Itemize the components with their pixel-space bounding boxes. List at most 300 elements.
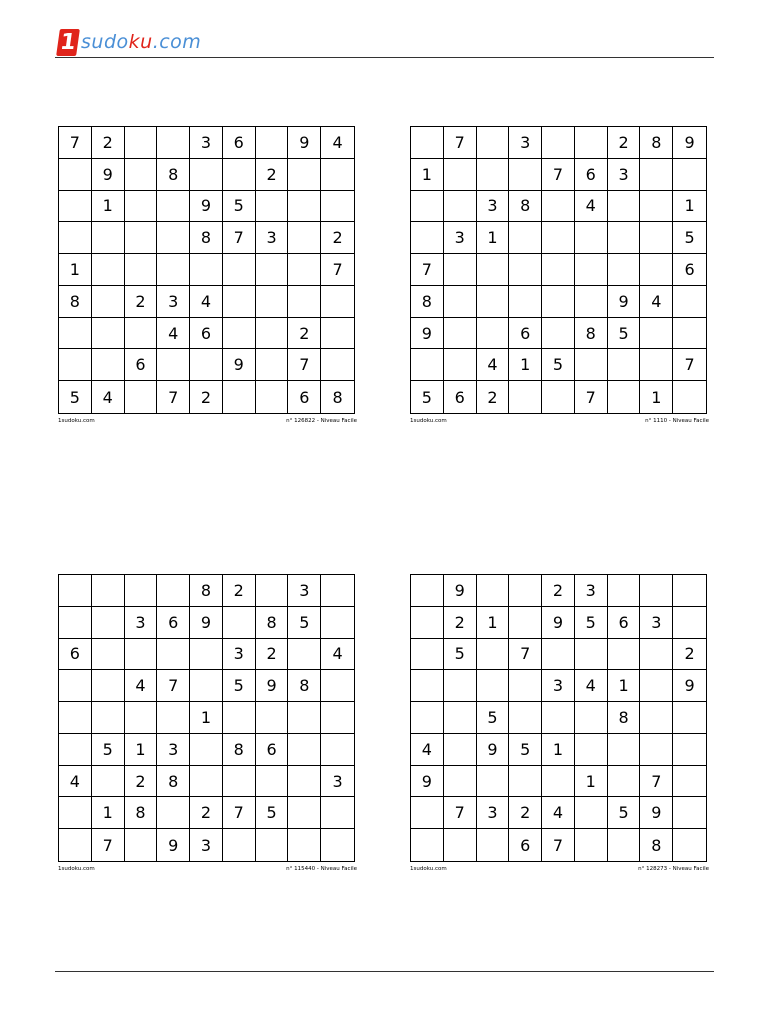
sudoku-cell: 9 [477, 734, 510, 766]
sudoku-cell [411, 702, 444, 734]
sudoku-cell: 9 [190, 191, 223, 223]
sudoku-cell [59, 159, 92, 191]
sudoku-cell: 8 [190, 575, 223, 607]
sudoku-cell [444, 286, 477, 318]
sudoku-cell: 6 [575, 159, 608, 191]
sudoku-cell [608, 639, 641, 671]
sudoku-cell: 9 [411, 318, 444, 350]
sudoku-cell: 5 [509, 734, 542, 766]
sudoku-cell: 9 [190, 607, 223, 639]
sudoku-cell [125, 318, 158, 350]
puzzle-number-level: n° 115440 - Niveau Facile [286, 866, 357, 872]
sudoku-cell: 7 [444, 797, 477, 829]
sudoku-cell: 7 [59, 127, 92, 159]
sudoku-cell [542, 222, 575, 254]
sudoku-cell [321, 159, 354, 191]
sudoku-cell [59, 829, 92, 861]
sudoku-cell: 8 [157, 766, 190, 798]
sudoku-cell [542, 639, 575, 671]
sudoku-cell [477, 127, 510, 159]
sudoku-cell [256, 575, 289, 607]
sudoku-cell [288, 639, 321, 671]
sudoku-cell: 2 [608, 127, 641, 159]
sudoku-cell [542, 702, 575, 734]
sudoku-cell [673, 159, 706, 191]
footer-divider [55, 971, 714, 972]
sudoku-cell [575, 286, 608, 318]
sudoku-cell: 4 [575, 191, 608, 223]
sudoku-cell [190, 639, 223, 671]
sudoku-cell: 8 [608, 702, 641, 734]
sudoku-cell [477, 575, 510, 607]
sudoku-cell [157, 254, 190, 286]
sudoku-cell [190, 734, 223, 766]
sudoku-cell [640, 191, 673, 223]
sudoku-cell [321, 702, 354, 734]
sudoku-cell: 6 [509, 318, 542, 350]
sudoku-cell [640, 254, 673, 286]
sudoku-cell [92, 349, 125, 381]
sudoku-cell [59, 734, 92, 766]
sudoku-cell: 8 [59, 286, 92, 318]
sudoku-cell: 6 [190, 318, 223, 350]
sudoku-cell [640, 702, 673, 734]
sudoku-cell: 7 [157, 381, 190, 413]
sudoku-cell [256, 191, 289, 223]
sudoku-cell [444, 702, 477, 734]
sudoku-cell [673, 734, 706, 766]
sudoku-cell [321, 318, 354, 350]
sudoku-cell [575, 797, 608, 829]
sudoku-cell: 8 [411, 286, 444, 318]
sudoku-cell: 1 [575, 766, 608, 798]
sudoku-cell: 2 [92, 127, 125, 159]
sudoku-cell [125, 191, 158, 223]
sudoku-cell [673, 702, 706, 734]
puzzle-number-level: n° 128273 - Niveau Facile [638, 866, 709, 872]
sudoku-cell [321, 349, 354, 381]
sudoku-puzzle [58, 574, 358, 872]
sudoku-cell: 7 [640, 766, 673, 798]
sudoku-cell [640, 222, 673, 254]
sudoku-cell: 9 [673, 127, 706, 159]
sudoku-cell [157, 222, 190, 254]
sudoku-cell [640, 575, 673, 607]
sudoku-cell: 1 [542, 734, 575, 766]
sudoku-cell: 6 [444, 381, 477, 413]
sudoku-cell [673, 607, 706, 639]
sudoku-cell [125, 127, 158, 159]
sudoku-cell [477, 670, 510, 702]
sudoku-puzzle [58, 126, 358, 424]
logo-text-part3: .com [152, 31, 202, 53]
sudoku-cell: 3 [157, 286, 190, 318]
sudoku-cell: 5 [575, 607, 608, 639]
sudoku-cell [223, 254, 256, 286]
sudoku-cell: 7 [444, 127, 477, 159]
sudoku-cell: 4 [542, 797, 575, 829]
sudoku-cell [125, 639, 158, 671]
puzzle-site: 1sudoku.com [410, 866, 447, 872]
sudoku-cell [542, 254, 575, 286]
sudoku-cell [321, 286, 354, 318]
sudoku-cell: 7 [223, 797, 256, 829]
sudoku-cell: 3 [575, 575, 608, 607]
sudoku-cell: 5 [256, 797, 289, 829]
sudoku-cell [321, 191, 354, 223]
sudoku-cell [92, 607, 125, 639]
sudoku-cell: 9 [411, 766, 444, 798]
sudoku-cell: 5 [223, 191, 256, 223]
sudoku-cell [157, 191, 190, 223]
sudoku-cell: 6 [223, 127, 256, 159]
sudoku-cell: 5 [223, 670, 256, 702]
sudoku-cell [673, 766, 706, 798]
sudoku-cell: 2 [444, 607, 477, 639]
sudoku-cell [640, 639, 673, 671]
sudoku-cell [288, 797, 321, 829]
sudoku-cell [542, 191, 575, 223]
sudoku-cell: 2 [288, 318, 321, 350]
sudoku-cell [288, 829, 321, 861]
sudoku-cell: 9 [444, 575, 477, 607]
sudoku-cell: 3 [190, 829, 223, 861]
sudoku-cell: 5 [59, 381, 92, 413]
sudoku-cell: 3 [288, 575, 321, 607]
sudoku-cell [125, 254, 158, 286]
puzzle-caption [58, 418, 357, 424]
sudoku-cell [125, 575, 158, 607]
sudoku-cell: 1 [190, 702, 223, 734]
sudoku-cell: 9 [288, 127, 321, 159]
sudoku-grid [58, 574, 355, 862]
sudoku-cell: 4 [411, 734, 444, 766]
sudoku-cell [509, 607, 542, 639]
sudoku-cell: 5 [411, 381, 444, 413]
sudoku-cell: 5 [673, 222, 706, 254]
sudoku-cell [288, 286, 321, 318]
sudoku-cell: 8 [256, 607, 289, 639]
sudoku-cell: 7 [509, 639, 542, 671]
sudoku-cell [575, 639, 608, 671]
sudoku-cell: 9 [673, 670, 706, 702]
sudoku-cell [444, 318, 477, 350]
sudoku-cell: 6 [288, 381, 321, 413]
sudoku-cell [321, 734, 354, 766]
sudoku-cell [673, 318, 706, 350]
sudoku-cell: 4 [575, 670, 608, 702]
logo-text-part2: ku [128, 31, 153, 53]
sudoku-cell [256, 286, 289, 318]
sudoku-cell [542, 286, 575, 318]
sudoku-cell: 4 [640, 286, 673, 318]
sudoku-cell: 6 [125, 349, 158, 381]
sudoku-cell: 2 [190, 381, 223, 413]
sudoku-cell: 2 [125, 766, 158, 798]
sudoku-cell [542, 318, 575, 350]
sudoku-cell [575, 127, 608, 159]
sudoku-cell: 4 [321, 127, 354, 159]
sudoku-cell: 3 [157, 734, 190, 766]
puzzle-site: 1sudoku.com [58, 418, 95, 424]
sudoku-cell [92, 286, 125, 318]
sudoku-cell: 1 [509, 349, 542, 381]
sudoku-cell [411, 607, 444, 639]
sudoku-cell [411, 829, 444, 861]
sudoku-puzzle [410, 574, 710, 872]
sudoku-cell [608, 766, 641, 798]
sudoku-cell [59, 349, 92, 381]
sudoku-cell: 1 [673, 191, 706, 223]
sudoku-cell: 4 [59, 766, 92, 798]
sudoku-puzzle [410, 126, 710, 424]
sudoku-cell [509, 670, 542, 702]
sudoku-cell [125, 159, 158, 191]
sudoku-cell: 9 [157, 829, 190, 861]
sudoku-cell [509, 381, 542, 413]
puzzle-caption [410, 866, 709, 872]
sudoku-cell [411, 191, 444, 223]
sudoku-cell: 1 [59, 254, 92, 286]
puzzle-site: 1sudoku.com [410, 418, 447, 424]
sudoku-cell [509, 159, 542, 191]
sudoku-cell: 2 [673, 639, 706, 671]
sudoku-grid [410, 126, 707, 414]
sudoku-cell: 1 [92, 797, 125, 829]
sudoku-cell: 3 [542, 670, 575, 702]
sudoku-cell [575, 349, 608, 381]
sudoku-cell: 4 [190, 286, 223, 318]
sudoku-cell: 3 [477, 797, 510, 829]
sudoku-cell: 7 [575, 381, 608, 413]
sudoku-cell [256, 318, 289, 350]
sudoku-cell [608, 349, 641, 381]
sudoku-cell [59, 191, 92, 223]
sudoku-cell [673, 286, 706, 318]
sudoku-cell: 5 [608, 318, 641, 350]
puzzle-number-level: n° 126822 - Niveau Facile [286, 418, 357, 424]
sudoku-cell [92, 639, 125, 671]
sudoku-cell [640, 159, 673, 191]
sudoku-cell [411, 349, 444, 381]
sudoku-cell [92, 318, 125, 350]
sudoku-cell: 5 [444, 639, 477, 671]
sudoku-cell: 3 [125, 607, 158, 639]
sudoku-cell: 2 [321, 222, 354, 254]
sudoku-cell: 4 [321, 639, 354, 671]
puzzle-site: 1sudoku.com [58, 866, 95, 872]
sudoku-cell: 1 [125, 734, 158, 766]
sudoku-cell: 1 [608, 670, 641, 702]
sudoku-cell: 2 [223, 575, 256, 607]
sudoku-cell [444, 349, 477, 381]
sudoku-cell [288, 702, 321, 734]
sudoku-cell: 7 [92, 829, 125, 861]
site-logo[interactable] [58, 28, 201, 56]
sudoku-cell [92, 254, 125, 286]
sudoku-cell: 2 [190, 797, 223, 829]
sudoku-cell [509, 222, 542, 254]
sudoku-cell [321, 829, 354, 861]
sudoku-cell [256, 127, 289, 159]
sudoku-cell [444, 191, 477, 223]
sudoku-cell [288, 191, 321, 223]
sudoku-cell [444, 254, 477, 286]
sudoku-cell: 6 [673, 254, 706, 286]
sudoku-cell: 1 [477, 607, 510, 639]
sudoku-cell [673, 575, 706, 607]
sudoku-cell [157, 575, 190, 607]
sudoku-cell [673, 829, 706, 861]
sudoku-cell [477, 159, 510, 191]
sudoku-cell [59, 607, 92, 639]
sudoku-cell [288, 734, 321, 766]
sudoku-cell [640, 734, 673, 766]
sudoku-cell [288, 254, 321, 286]
sudoku-cell: 8 [157, 159, 190, 191]
sudoku-cell [608, 829, 641, 861]
sudoku-cell: 1 [477, 222, 510, 254]
sudoku-cell: 8 [332, 387, 343, 407]
sudoku-cell [542, 381, 575, 413]
sudoku-cell [256, 766, 289, 798]
sudoku-cell: 9 [92, 159, 125, 191]
sudoku-cell [256, 702, 289, 734]
sudoku-cell [223, 607, 256, 639]
sudoku-cell: 1 [640, 381, 673, 413]
sudoku-cell [509, 702, 542, 734]
sudoku-cell [608, 191, 641, 223]
sudoku-cell [288, 159, 321, 191]
sudoku-cell [321, 575, 354, 607]
sudoku-cell [190, 670, 223, 702]
sudoku-cell [640, 318, 673, 350]
sudoku-cell: 3 [190, 127, 223, 159]
sudoku-cell [444, 829, 477, 861]
sudoku-cell [190, 349, 223, 381]
sudoku-cell [59, 222, 92, 254]
puzzle-caption [58, 866, 357, 872]
sudoku-cell [575, 702, 608, 734]
sudoku-cell: 5 [542, 349, 575, 381]
sudoku-cell [125, 702, 158, 734]
sudoku-cell: 2 [542, 575, 575, 607]
sudoku-cell [411, 639, 444, 671]
sudoku-cell [542, 766, 575, 798]
sudoku-cell [509, 766, 542, 798]
sudoku-cell [608, 734, 641, 766]
sudoku-cell: 8 [640, 829, 673, 861]
sudoku-cell: 7 [288, 349, 321, 381]
sudoku-cell: 8 [223, 734, 256, 766]
sudoku-cell: 3 [640, 607, 673, 639]
sudoku-cell [223, 286, 256, 318]
puzzle-caption [410, 418, 709, 424]
sudoku-cell [444, 734, 477, 766]
logo-text [81, 31, 201, 53]
sudoku-cell [575, 222, 608, 254]
sudoku-cell [223, 702, 256, 734]
sudoku-grid [410, 574, 707, 862]
sudoku-cell [59, 318, 92, 350]
puzzle-number-level: n° 1110 - Niveau Facile [645, 418, 709, 424]
sudoku-cell: 1 [92, 191, 125, 223]
sudoku-cell [190, 254, 223, 286]
sudoku-cell: 1 [411, 159, 444, 191]
sudoku-cell [477, 766, 510, 798]
sudoku-cell: 6 [157, 607, 190, 639]
sudoku-cell: 5 [92, 734, 125, 766]
sudoku-cell: 2 [125, 286, 158, 318]
sudoku-cell: 6 [509, 829, 542, 861]
sudoku-cell [256, 829, 289, 861]
sudoku-cell: 9 [223, 349, 256, 381]
sudoku-cell [157, 639, 190, 671]
sudoku-cell [477, 639, 510, 671]
header-divider [55, 57, 714, 58]
sudoku-cell [477, 318, 510, 350]
sudoku-cell [640, 670, 673, 702]
sudoku-cell [223, 318, 256, 350]
sudoku-cell: 7 [157, 670, 190, 702]
sudoku-cell [411, 222, 444, 254]
sudoku-cell: 2 [477, 381, 510, 413]
sudoku-cell: 4 [157, 318, 190, 350]
sudoku-cell [444, 670, 477, 702]
sudoku-cell: 7 [542, 159, 575, 191]
sudoku-cell [542, 127, 575, 159]
sudoku-cell [444, 159, 477, 191]
sudoku-cell [92, 222, 125, 254]
sudoku-cell: 3 [477, 191, 510, 223]
sudoku-cell: 8 [288, 670, 321, 702]
sudoku-cell: 3 [223, 639, 256, 671]
sudoku-cell [157, 127, 190, 159]
sudoku-cell [477, 286, 510, 318]
sudoku-cell: 8 [640, 127, 673, 159]
sudoku-cell: 8 [575, 318, 608, 350]
sudoku-cell [444, 766, 477, 798]
sudoku-cell [640, 349, 673, 381]
sudoku-cell: 4 [477, 349, 510, 381]
sudoku-cell: 8 [125, 797, 158, 829]
sudoku-cell [575, 734, 608, 766]
sudoku-cell [223, 829, 256, 861]
sudoku-cell [477, 829, 510, 861]
sudoku-cell [125, 222, 158, 254]
sudoku-cell [321, 797, 354, 829]
sudoku-cell [608, 575, 641, 607]
sudoku-cell [59, 670, 92, 702]
sudoku-cell [575, 829, 608, 861]
sudoku-cell: 8 [190, 222, 223, 254]
sudoku-cell [157, 349, 190, 381]
sudoku-cell [157, 702, 190, 734]
logo-text-part1: sudo [81, 31, 129, 53]
sudoku-cell [223, 381, 256, 413]
sudoku-cell: 6 [608, 607, 641, 639]
sudoku-cell: 7 [321, 254, 354, 286]
sudoku-cell [509, 254, 542, 286]
sudoku-cell: 3 [608, 159, 641, 191]
sudoku-cell [125, 381, 158, 413]
sudoku-cell [673, 797, 706, 829]
sudoku-cell [411, 670, 444, 702]
sudoku-cell [411, 575, 444, 607]
sudoku-cell [92, 670, 125, 702]
sudoku-cell [59, 797, 92, 829]
sudoku-cell [190, 766, 223, 798]
